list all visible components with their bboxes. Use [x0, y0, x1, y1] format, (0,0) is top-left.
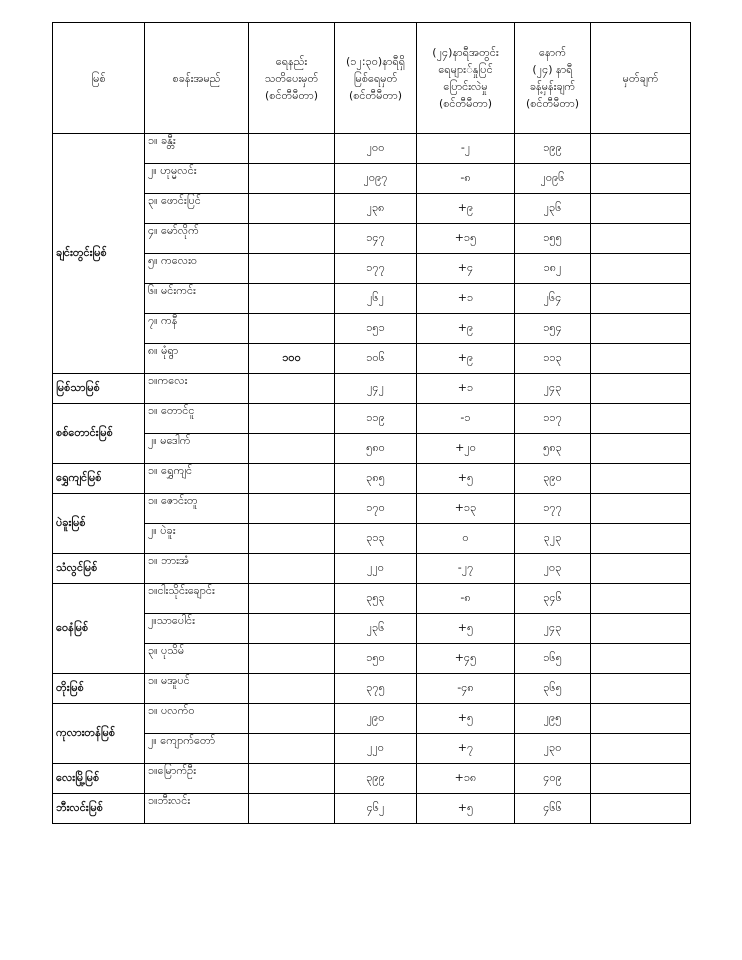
forecast-cell: ၂၃၆ [515, 194, 591, 224]
table-row [53, 524, 691, 554]
table-row [53, 584, 691, 614]
remark-cell [591, 764, 691, 794]
forecast-cell: ၂၃၀ [515, 734, 591, 764]
river-water-level-table [52, 22, 691, 824]
forecast-cell: ၅၈၃ [515, 434, 591, 464]
danger-level-cell [249, 254, 335, 284]
forecast-cell: ၁၁၃ [515, 344, 591, 374]
station-cell: ၁။ မအူပင် [145, 674, 249, 704]
forecast-cell: ၁၅၄ [515, 314, 591, 344]
water-level-cell: ၂၀၀ [335, 134, 417, 164]
station-cell: ၂။ ဟုမ္မလင်း [145, 164, 249, 194]
header-station: စခန်းအမည် [145, 23, 249, 134]
station-cell: ၂။သာပေါင်း [145, 614, 249, 644]
remark-cell [591, 134, 691, 164]
remark-cell [591, 404, 691, 434]
danger-level-cell [249, 194, 335, 224]
table-row [53, 464, 691, 494]
table-row [53, 164, 691, 194]
danger-level-cell [249, 614, 335, 644]
station-cell: ၁။ကလေး [145, 374, 249, 404]
station-cell: ၇။ ကနီ [145, 314, 249, 344]
water-level-cell: ၂၄၂ [335, 374, 417, 404]
change-cell: -၂၇ [417, 554, 515, 584]
remark-cell [591, 704, 691, 734]
change-cell: -၄၈ [417, 674, 515, 704]
change-cell: ၀ [417, 524, 515, 554]
forecast-cell: ၁၉၉ [515, 134, 591, 164]
station-cell: ၂။ ကျောက်တော် [145, 734, 249, 764]
forecast-cell: ၂၆၄ [515, 284, 591, 314]
water-level-cell: ၁၅၀ [335, 644, 417, 674]
river-name-cell: စစ်တောင်းမြစ် [53, 404, 145, 464]
table-row [53, 134, 691, 164]
station-cell: ၁။ဘီးလင်း [145, 794, 249, 824]
change-cell: +၉ [417, 314, 515, 344]
station-cell: ၁။ ပလက်ဝ [145, 704, 249, 734]
header-danger-level: ရေနည်း သတိပေးမှတ် (စင်တီမီတာ) [249, 23, 335, 134]
remark-cell [591, 584, 691, 614]
change-cell: +၁၅ [417, 224, 515, 254]
station-cell: ၁။ ဇောင်းတူ [145, 494, 249, 524]
remark-cell [591, 284, 691, 314]
river-name-cell: လေးမြို့မြစ် [53, 764, 145, 794]
water-level-cell: ၃၉၉ [335, 764, 417, 794]
remark-cell [591, 464, 691, 494]
danger-level-cell [249, 644, 335, 674]
danger-level-cell [249, 134, 335, 164]
change-cell: +၉ [417, 344, 515, 374]
table-row [53, 644, 691, 674]
table-row [53, 374, 691, 404]
table-row [53, 344, 691, 374]
forecast-cell: ၃၂၃ [515, 524, 591, 554]
station-cell: ၁။ ရွှေကျင် [145, 464, 249, 494]
station-cell: ၃။ ဖောင်းပြင် [145, 194, 249, 224]
forecast-cell: ၁၈၂ [515, 254, 591, 284]
danger-level-cell [249, 284, 335, 314]
forecast-cell: ၂၀၃ [515, 554, 591, 584]
change-cell: +၅ [417, 464, 515, 494]
station-cell: ၂။ မဒေါက် [145, 434, 249, 464]
remark-cell [591, 344, 691, 374]
river-name-cell: ချင်းတွင်းမြစ် [53, 134, 145, 374]
forecast-cell: ၂၀၉၆ [515, 164, 591, 194]
forecast-cell: ၄၆၆ [515, 794, 591, 824]
water-level-cell: ၂၆၂ [335, 284, 417, 314]
water-level-cell: ၅၈၀ [335, 434, 417, 464]
remark-cell [591, 554, 691, 584]
danger-level-cell: ၁၀၀ [249, 344, 335, 374]
station-cell: ၃။ ပုသိမ် [145, 644, 249, 674]
change-cell: +၇ [417, 734, 515, 764]
header-forecast: နောက် (၂၄) နာရီ ခန့်မှန်းချက် (စင်တီမီတာ) [515, 23, 591, 134]
station-cell: ၁။မြောက်ဦး [145, 764, 249, 794]
river-name-cell: တိုးမြစ် [53, 674, 145, 704]
table-row [53, 554, 691, 584]
water-level-cell: ၁၇၇ [335, 254, 417, 284]
table-row [53, 194, 691, 224]
table-row [53, 284, 691, 314]
danger-level-cell [249, 404, 335, 434]
danger-level-cell [249, 554, 335, 584]
change-cell: +၄၅ [417, 644, 515, 674]
change-cell: +၅ [417, 704, 515, 734]
remark-cell [591, 164, 691, 194]
change-cell: -၈ [417, 584, 515, 614]
table-row [53, 614, 691, 644]
table-row [53, 734, 691, 764]
change-cell: +၂၀ [417, 434, 515, 464]
remark-cell [591, 644, 691, 674]
danger-level-cell [249, 164, 335, 194]
header-river: မြစ် [53, 23, 145, 134]
remark-cell [591, 224, 691, 254]
header-row [53, 23, 691, 134]
table-row [53, 434, 691, 464]
table-row [53, 404, 691, 434]
change-cell: +၉ [417, 194, 515, 224]
water-level-cell: ၃၇၅ [335, 674, 417, 704]
danger-level-cell [249, 674, 335, 704]
water-level-cell: ၁၄၇ [335, 224, 417, 254]
water-level-cell: ၃၁၃ [335, 524, 417, 554]
forecast-cell: ၂၄၃ [515, 374, 591, 404]
water-level-cell: ၁၀၆ [335, 344, 417, 374]
danger-level-cell [249, 494, 335, 524]
station-cell: ၅။ ကလေးဝ [145, 254, 249, 284]
river-name-cell: ကုလားတန်မြစ် [53, 704, 145, 764]
station-cell: ၁။ ခန္တီး [145, 134, 249, 164]
table-row [53, 674, 691, 704]
danger-level-cell [249, 434, 335, 464]
remark-cell [591, 794, 691, 824]
header-water-level: (၁၂:၃၀)နာရီရှိ မြစ်ရေမှတ် (စင်တီမီတာ) [335, 23, 417, 134]
river-name-cell: မြစ်သာမြစ် [53, 374, 145, 404]
forecast-cell: ၂၄၃ [515, 614, 591, 644]
station-cell: ၁။ ဘားအံ [145, 554, 249, 584]
river-name-cell: ပဲခူးမြစ် [53, 494, 145, 554]
forecast-cell: ၂၉၅ [515, 704, 591, 734]
table-row [53, 314, 691, 344]
remark-cell [591, 494, 691, 524]
forecast-cell: ၁၆၅ [515, 644, 591, 674]
water-level-cell: ၃၅၃ [335, 584, 417, 614]
remark-cell [591, 314, 691, 344]
table-row [53, 224, 691, 254]
remark-cell [591, 674, 691, 704]
water-level-cell: ၁၅၁ [335, 314, 417, 344]
remark-cell [591, 524, 691, 554]
water-level-cell: ၄၆၂ [335, 794, 417, 824]
danger-level-cell [249, 584, 335, 614]
water-level-cell: ၂၂၀ [335, 734, 417, 764]
change-cell: +၄ [417, 254, 515, 284]
water-level-cell: ၃၈၅ [335, 464, 417, 494]
danger-level-cell [249, 524, 335, 554]
remark-cell [591, 254, 691, 284]
remark-cell [591, 434, 691, 464]
remark-cell [591, 374, 691, 404]
danger-level-cell [249, 464, 335, 494]
table-row [53, 254, 691, 284]
station-cell: ၈။ မုံရွာ [145, 344, 249, 374]
river-name-cell: သံလွင်မြစ် [53, 554, 145, 584]
danger-level-cell [249, 764, 335, 794]
remark-cell [591, 734, 691, 764]
river-name-cell: ဘီးလင်းမြစ် [53, 794, 145, 824]
station-cell: ၆။ မင်းကင်း [145, 284, 249, 314]
change-cell: -၂ [417, 134, 515, 164]
danger-level-cell [249, 704, 335, 734]
danger-level-cell [249, 314, 335, 344]
forecast-cell: ၁၅၅ [515, 224, 591, 254]
forecast-cell: ၁၇၇ [515, 494, 591, 524]
change-cell: -၈ [417, 164, 515, 194]
station-cell: ၂။ ပဲခူး [145, 524, 249, 554]
remark-cell [591, 614, 691, 644]
change-cell: +၅ [417, 614, 515, 644]
water-level-cell: ၂၉၀ [335, 704, 417, 734]
change-cell: +၅ [417, 794, 515, 824]
header-change: (၂၄)နာရီအတွင်း ရေများ်နှုပြင် ပြောင်းလဲမှု (စင်တီမီတာ) [417, 23, 515, 134]
change-cell: +၁ [417, 284, 515, 314]
station-cell: ၄။ မော်လိုက် [145, 224, 249, 254]
water-level-cell: ၁၇၀ [335, 494, 417, 524]
forecast-cell: ၁၁၇ [515, 404, 591, 434]
danger-level-cell [249, 224, 335, 254]
forecast-cell: ၃၉၀ [515, 464, 591, 494]
danger-level-cell [249, 734, 335, 764]
table-body [53, 134, 691, 824]
river-name-cell: ဝေနံမြစ် [53, 584, 145, 674]
change-cell: +၁၈ [417, 764, 515, 794]
water-level-cell: ၂၃၈ [335, 194, 417, 224]
table-row [53, 494, 691, 524]
water-level-cell: ၂၃၆ [335, 614, 417, 644]
change-cell: -၁ [417, 404, 515, 434]
change-cell: +၁ [417, 374, 515, 404]
table-row [53, 704, 691, 734]
danger-level-cell [249, 794, 335, 824]
water-level-cell: ၁၁၉ [335, 404, 417, 434]
remark-cell [591, 194, 691, 224]
table-row [53, 764, 691, 794]
station-cell: ၁။ငါးသိုင်းချောင်း [145, 584, 249, 614]
header-remark: မှတ်ချက် [591, 23, 691, 134]
forecast-cell: ၃၆၅ [515, 674, 591, 704]
river-name-cell: ရွှေကျင်မြစ် [53, 464, 145, 494]
danger-level-cell [249, 374, 335, 404]
table-row [53, 794, 691, 824]
water-level-cell: ၂၂၀ [335, 554, 417, 584]
forecast-cell: ၃၄၆ [515, 584, 591, 614]
water-level-cell: ၂၀၉၇ [335, 164, 417, 194]
station-cell: ၁။ တောင်ငူ [145, 404, 249, 434]
change-cell: +၁၃ [417, 494, 515, 524]
forecast-cell: ၄၀၉ [515, 764, 591, 794]
